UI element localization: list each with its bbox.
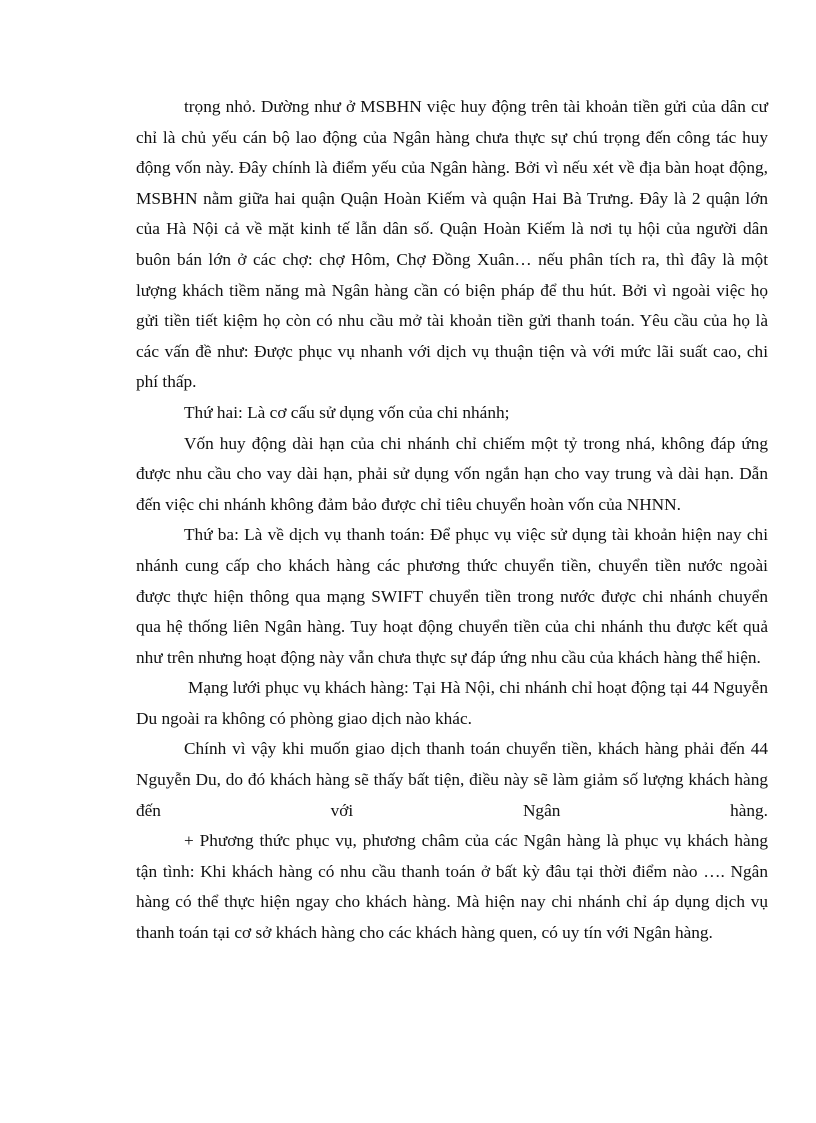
paragraph-second-point: Thứ hai: Là cơ cấu sử dụng vốn của chi nhánh; [184,402,510,422]
paragraph-service-method: + Phương thức phục vụ, phương châm của các Ngân hàng là phục vụ khách hàng tận tình: Khi khách hàng có nhu cầu thanh toán ở bất kỳ đâu tại thời điểm nào …. Ngân hàng có thể thực hiện ngay cho khách hàng. Mà hiện nay chi nhánh chỉ áp dụng dịch vụ thanh toán tại cơ sở khách hàng cho các khách hàng quen, có uy tín với Ngân hàng. [136,831,768,943]
document-body [136,92,768,949]
paragraph-long-term-capital: Vốn huy động dài hạn của chi nhánh chỉ chiếm một tỷ trong nhá, không đáp ứng được nhu cầu cho vay dài hạn, phải sử dụng vốn ngắn hạn cho vay trung và dài hạn. Dẫn đến việc chi nhánh không đảm bảo được chỉ tiêu chuyển hoàn vốn của NHNN. [136,433,768,514]
paragraph-third-point-payment: Thứ ba: Là về dịch vụ thanh toán: Để phục vụ việc sử dụng tài khoản hiện nay chi nhánh cung cấp cho khách hàng các phương thức chuyển tiền, chuyển tiền nước ngoài được thực hiện thông qua mạng SWIFT chuyển tiền trong nước được chi nhánh chuyển qua hệ thống liên Ngân hàng. Tuy hoạt động chuyển tiền của chi nhánh thu được kết quả như trên nhưng hoạt động này vẫn chưa thực sự đáp ứng nhu cầu của khách hàng thể hiện. [136,525,768,667]
paragraph-deposit-weakness: trọng nhỏ. Dường như ở MSBHN việc huy động trên tài khoản tiền gửi của dân cư chỉ là chủ yếu cán bộ lao động của Ngân hàng chưa thực sự chú trọng đến công tác huy động vốn này. Đây chính là điểm yếu của Ngân hàng. Bởi vì nếu xét về địa bàn hoạt động, MSBHN nằm giữa hai quận Quận Hoàn Kiếm và quận Hai Bà Trưng. Đây là 2 quận lớn của Hà Nội cả về mặt kinh tế lẫn dân số. Quận Hoàn Kiếm là nơi tụ hội của người dân buôn bán lớn ở các chợ: chợ Hôm, Chợ Đồng Xuân… nếu phân tích ra, thì đây là một lượng khách tiềm năng mà Ngân hàng cần có biện pháp để thu hút. Bởi vì ngoài việc họ gửi tiền tiết kiệm họ còn có nhu cầu mở tài khoản tiền gửi thanh toán. Yêu cầu của họ là các vấn đề như: Được phục vụ nhanh với dịch vụ thuận tiện và với mức lãi suất cao, chi phí thấp. [136,97,768,392]
paragraph-service-network: Mạng lưới phục vụ khách hàng: Tại Hà Nội, chi nhánh chỉ hoạt động tại 44 Nguyễn Du ngoài ra không có phòng giao dịch nào khác. [136,678,768,728]
paragraph-inconvenience: Chính vì vậy khi muốn giao dịch thanh toán chuyển tiền, khách hàng phải đến 44 Nguyễn Du, do đó khách hàng sẽ thấy bất tiện, điều này sẽ làm giảm số lượng khách hàng đến với Ngân hàng. [136,739,768,820]
